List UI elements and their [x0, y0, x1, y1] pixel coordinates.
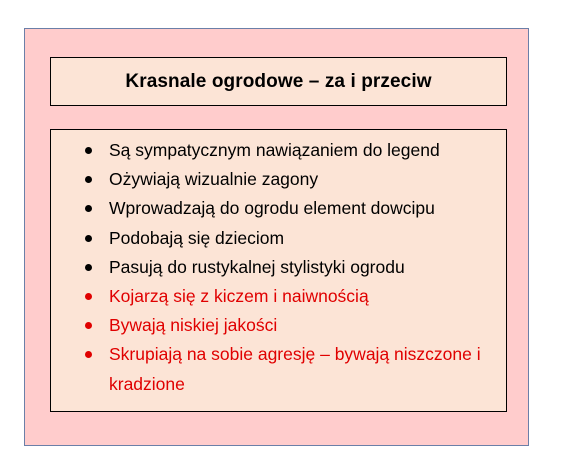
title-box — [50, 57, 507, 106]
bullet-icon — [85, 264, 92, 271]
list-item-con — [51, 340, 506, 398]
list-item-pro — [51, 136, 506, 165]
list-item-pro — [51, 194, 506, 223]
list-item-text: Pasują do rustykalnej stylistyki ogrodu — [109, 256, 405, 277]
bullet-icon — [85, 293, 92, 300]
bullet-icon — [85, 235, 92, 242]
list-item-pro — [51, 224, 506, 253]
list-item-text: Są sympatycznym nawiązaniem do legend — [109, 140, 440, 160]
bullet-icon — [85, 322, 92, 329]
bullet-icon — [85, 147, 92, 154]
bullet-icon — [85, 205, 92, 212]
list-item-text: Bywają niskiej jakości — [109, 315, 278, 336]
list-item-text: Podobają się dzieciom — [109, 227, 285, 248]
list-item-con — [51, 282, 506, 311]
bullet-icon — [85, 351, 92, 358]
list-item-text: Kojarzą się z kiczem i naiwnością — [109, 286, 369, 307]
list-item-pro — [51, 165, 506, 194]
bullet-icon — [85, 176, 92, 183]
list-item-con — [51, 311, 506, 340]
bullet-list — [51, 136, 506, 399]
list-item-text: Skrupiają na sobie agresję – bywają niszczone i kradzione — [109, 344, 481, 394]
list-item-text: Ożywiają wizualnie zagony — [109, 169, 319, 190]
list-item-text: Wprowadzają do ogrodu element dowcipu — [109, 198, 435, 219]
list-box — [50, 129, 507, 412]
page-title: Krasnale ogrodowe – za i przeciw — [125, 70, 432, 92]
list-item-pro — [51, 253, 506, 282]
